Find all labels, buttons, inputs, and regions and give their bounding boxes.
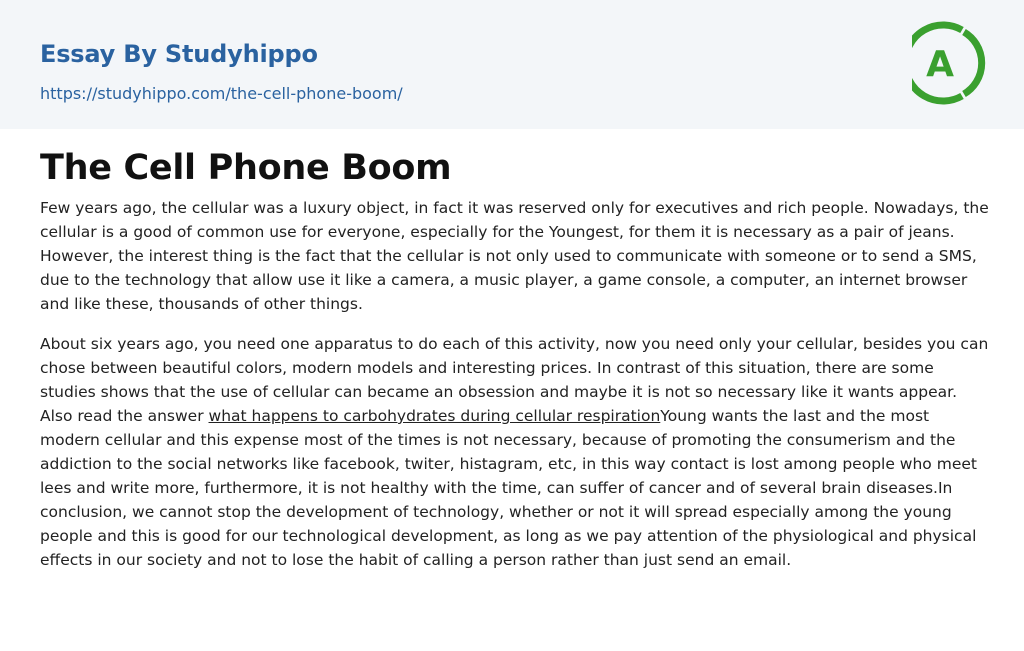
site-header <box>0 0 1024 129</box>
article-paragraph-1: Few years ago, the cellular was a luxury object, in fact it was reserved only for executives and rich people. Nowadays, the cellular is a good of common use for everyone, especially for the Youngest, for them it is necessary as a pair of jeans. However, the interest thing is the fact that the cellular is not only used to communicate with someone or to send a SMS, due to the technology that allow use it like a camera, a music player, a game console, a computer, an internet browser and like these, thousands of other things. <box>40 199 989 313</box>
related-essay-link[interactable]: what happens to carbohydrates during cellular respiration <box>208 407 661 425</box>
paragraph-2-text-before-link: About six years ago, you need one apparatus to do each of this activity, now you need only your cellular, besides you can chose between beautiful colors, modern models and interesting prices. In contrast of this situation, there are some studies shows that the use of cellular can became an obsession and maybe it is not so necessary like it wants appear. Also read the answer <box>40 335 989 425</box>
paragraph-2-text-after-link: Young wants the last and the most modern cellular and this expense most of the times is not necessary, because of promoting the consumerism and the addiction to the social networks like facebook, twiter, histagram, etc, in this way contact is lost among people who meet lees and write more, furthermore, it is not healthy with the time, can suffer of cancer and of several brain diseases.In conclusion, we cannot stop the development of technology, whether or not it will spread especially among the young people and this is good for our technological development, as long as we pay attention of the physiological and physical effects in our society and not to lose the habit of calling a person rather than just send an email. <box>40 407 977 569</box>
brand-title[interactable]: Essay By Studyhippo <box>40 40 318 68</box>
logo-letter: A <box>926 44 954 85</box>
article <box>40 148 990 572</box>
article-paragraph-2 <box>40 332 990 572</box>
page-url-link[interactable]: https://studyhippo.com/the-cell-phone-boom/ <box>40 84 403 103</box>
studyhippo-logo-icon[interactable] <box>912 20 986 106</box>
article-title: The Cell Phone Boom <box>40 148 452 188</box>
